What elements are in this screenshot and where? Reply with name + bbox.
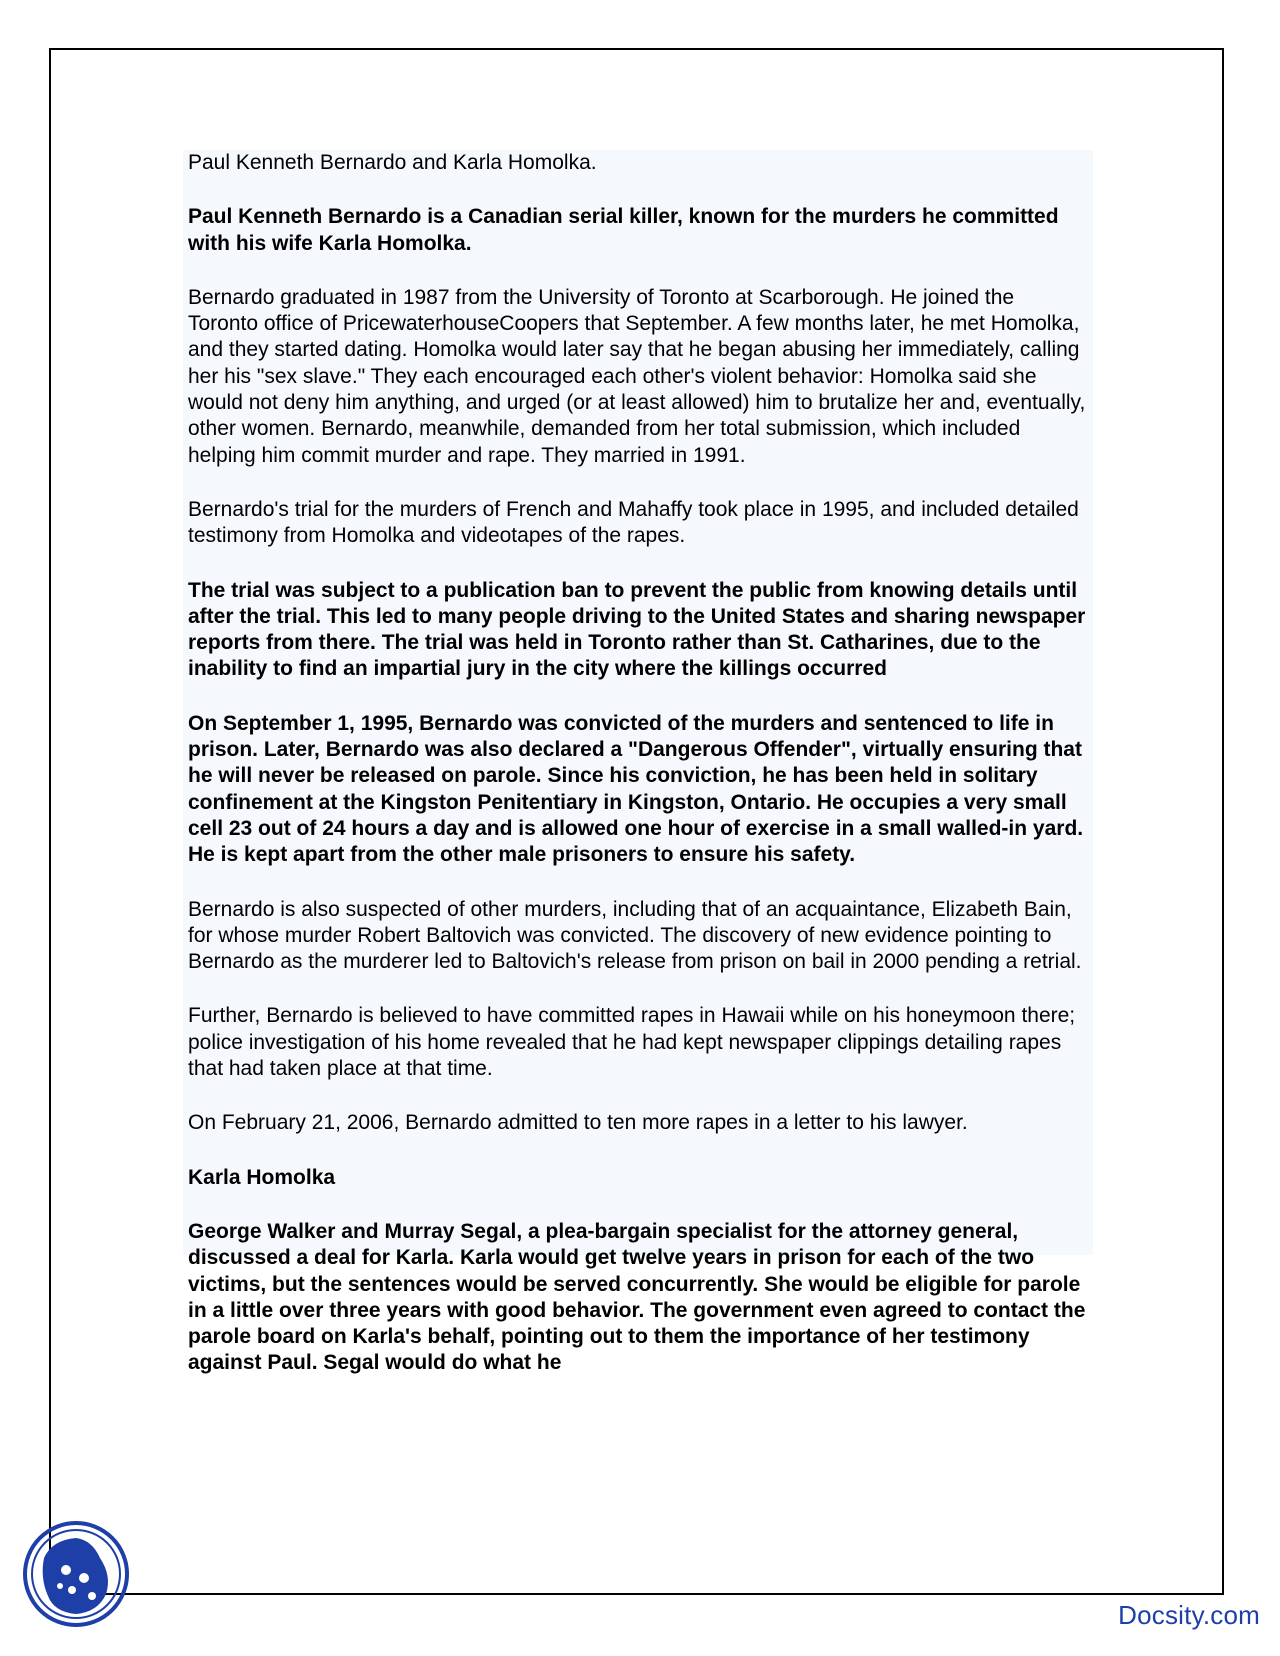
plea-deal-paragraph: George Walker and Murray Segal, a plea-bargain specialist for the attorney general, discussed a deal for Karla. Karla would get twelve years in prison for each of the two victims, but the sentences would be served concurrently. She would be eligible for parole in a little over three years with good behavior. The government even agreed to contact the parole board on Karla's behalf, pointing out to them the importance of her testimony against Paul. Segal would do what he xyxy=(188,1219,1086,1375)
section-heading-karla: Karla Homolka xyxy=(188,1165,336,1189)
trial-paragraph: Bernardo's trial for the murders of French and Mahaffy took place in 1995, and included detailed testimony from Homolka and videotapes of the rapes. xyxy=(188,497,1079,548)
doc-title-line: Paul Kenneth Bernardo and Karla Homolka. xyxy=(188,151,597,174)
admission-paragraph: On February 21, 2006, Bernardo admitted to ten more rapes in a letter to his lawyer. xyxy=(188,1111,968,1135)
suspected-murders-paragraph: Bernardo is also suspected of other murders, including that of an acquaintance, Elizabeth Bain, for whose murder Robert Baltovich was convicted. The discovery of new evidence pointing to Bernardo as the murderer led to Baltovich's release from prison on bail in 2000 pending a retrial. xyxy=(188,897,1082,974)
intro-paragraph: Paul Kenneth Bernardo is a Canadian serial killer, known for the murders he committed with his wife Karla Homolka. xyxy=(188,205,1059,255)
document-body xyxy=(188,150,1088,1405)
hawaii-paragraph: Further, Bernardo is believed to have committed rapes in Hawaii while on his honeymoon there; police investigation of his home revealed that he had kept newspaper clippings detailing rapes that had taken place at that time. xyxy=(188,1004,1076,1081)
docsity-seal-icon xyxy=(22,1520,130,1628)
background-paragraph: Bernardo graduated in 1987 from the University of Toronto at Scarborough. He joined the Toronto office of PricewaterhouseCoopers that September. A few months later, he met Homolka, and they started dating. Homolka would later say that he began abusing her immediately, calling her his "sex slave." They each encouraged each other's violent behavior: Homolka said she would not deny him anything, and urged (or at least allowed) him to brutalize her and, eventually, other women. Bernardo, meanwhile, demanded from her total submission, which included helping him commit murder and rape. They married in 1991. xyxy=(188,285,1086,467)
conviction-paragraph: On September 1, 1995, Bernardo was convicted of the murders and sentenced to life in prison. Later, Bernardo was also declared a "Dangerous Offender", virtually ensuring that he will never be released on parole. Since his conviction, he has been held in solitary confinement at the Kingston Penitentiary in Kingston, Ontario. He occupies a very small cell 23 out of 24 hours a day and is allowed one hour of exercise in a small walled-in yard. He is kept apart from the other male prisoners to ensure his safety. xyxy=(188,711,1084,867)
docsity-watermark: Docsity.com xyxy=(1118,1600,1260,1630)
publication-ban-paragraph: The trial was subject to a publication ban to prevent the public from knowing details until after the trial. This led to many people driving to the United States and sharing newspaper reports from there. The trial was held in Toronto rather than St. Catharines, due to the inability to find an impartial jury in the city where the killings occurred xyxy=(188,578,1086,681)
